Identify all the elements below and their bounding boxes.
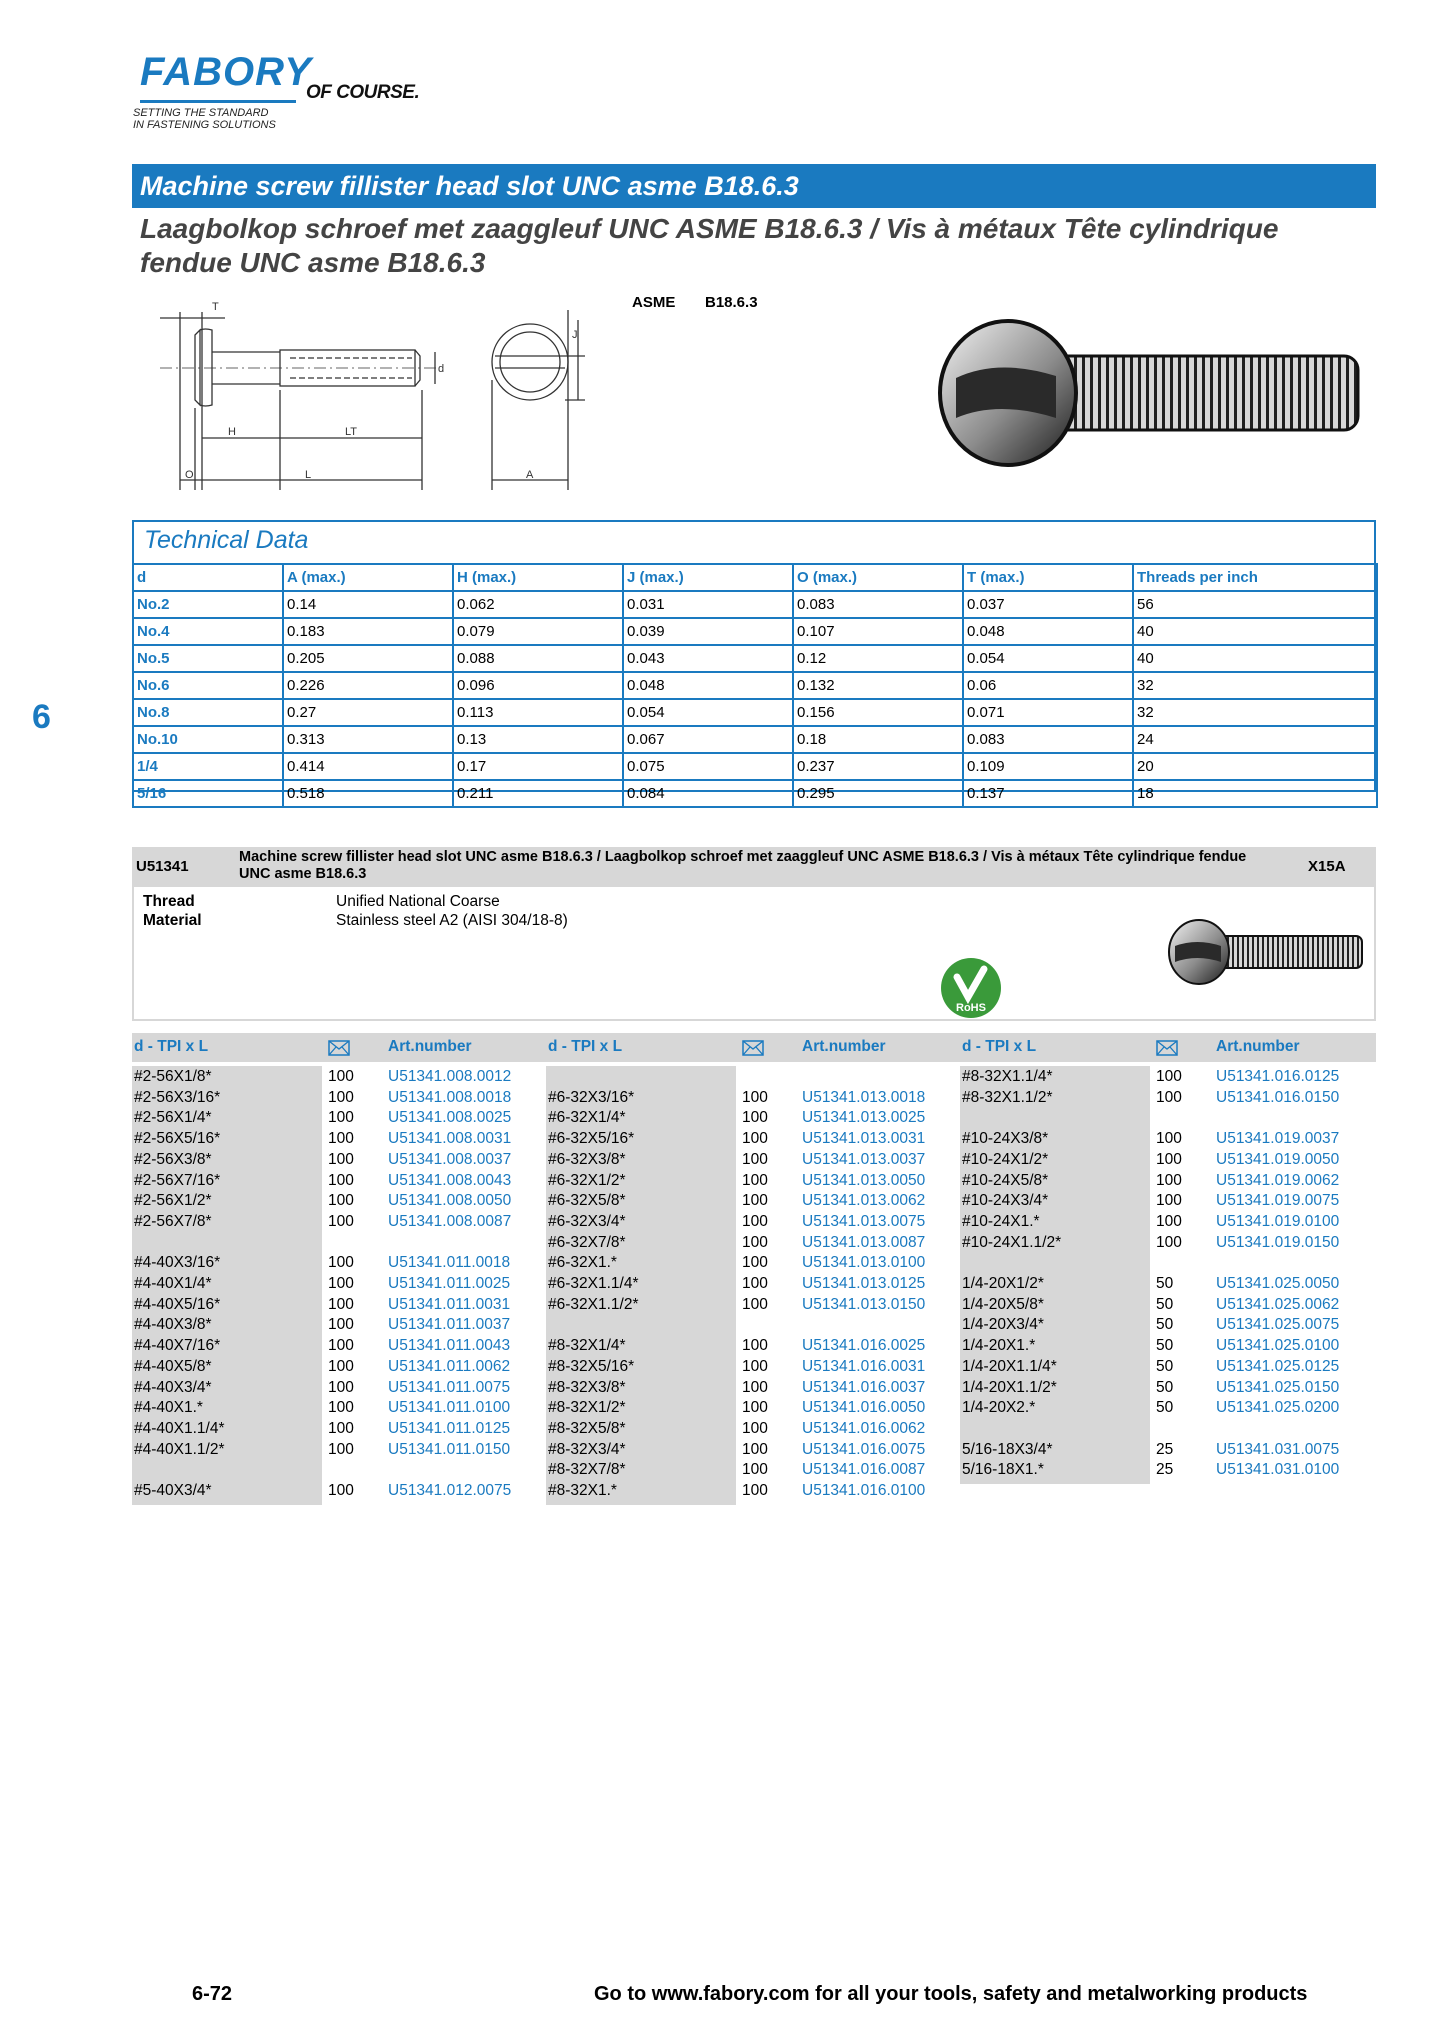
qty-cell: 100 [328, 1337, 354, 1355]
table-cell: 0.088 [453, 645, 623, 672]
article-number-link[interactable]: U51341.011.0062 [388, 1357, 511, 1375]
table-cell: 0.12 [793, 645, 963, 672]
article-number-link[interactable]: U51341.008.0031 [388, 1130, 512, 1148]
table-row [133, 618, 1377, 645]
table-row [133, 672, 1377, 699]
table-cell: 20 [1133, 753, 1377, 780]
qty-cell: 50 [1156, 1337, 1174, 1355]
size-cell: #6-32X1.1/4* [548, 1275, 639, 1292]
column-header: O (max.) [793, 564, 963, 591]
article-number-link[interactable]: U51341.008.0012 [388, 1068, 512, 1085]
article-number-link[interactable]: U51341.025.0200 [1216, 1399, 1340, 1417]
size-cell: #8-32X3/4* [548, 1440, 626, 1458]
qty-cell: 100 [328, 1482, 354, 1499]
article-number-link[interactable]: U51341.025.0050 [1216, 1275, 1340, 1292]
size-cell: #6-32X5/16* [548, 1130, 635, 1148]
material-label: Material [143, 912, 202, 929]
qty-cell: 100 [328, 1399, 354, 1417]
article-number-link[interactable]: U51341.008.0043 [388, 1171, 512, 1189]
qty-cell: 50 [1156, 1275, 1174, 1292]
qty-cell: 100 [742, 1171, 768, 1189]
article-number-link[interactable]: U51341.019.0075 [1216, 1192, 1340, 1210]
table-cell: No.8 [133, 699, 283, 726]
qty-cell: 50 [1156, 1316, 1174, 1334]
column-header: J (max.) [623, 564, 793, 591]
table-cell: 0.17 [453, 753, 623, 780]
table-cell: 0.043 [623, 645, 793, 672]
article-number-link[interactable]: U51341.011.0075 [388, 1378, 511, 1396]
table-cell: 0.037 [963, 591, 1133, 618]
qty-cell: 100 [328, 1068, 354, 1085]
svg-text:J: J [572, 329, 578, 341]
table-cell: 32 [1133, 672, 1377, 699]
article-number-link[interactable]: U51341.011.0125 [388, 1419, 511, 1437]
size-cell: #6-32X5/8* [548, 1192, 626, 1210]
table-cell: 0.031 [623, 591, 793, 618]
size-cell: #10-24X1.* [962, 1212, 1040, 1230]
table-cell: 0.075 [623, 753, 793, 780]
table-row [133, 591, 1377, 618]
size-cell: #8-32X5/8* [548, 1419, 626, 1437]
product-description: Machine screw fillister head slot UNC asme B18.6.3 / Laagbolkop schroef met zaaggleuf UNC ASME B18.6.3 / Vis à métaux Tête cylindrique fendue UNC asme B18.6.3 [239, 849, 1247, 882]
size-cell: #8-32X5/16* [548, 1357, 635, 1375]
svg-text:LT: LT [345, 426, 358, 438]
article-number-link[interactable]: U51341.016.0062 [802, 1419, 926, 1437]
table-cell: 24 [1133, 726, 1377, 753]
table-cell: 5/16 [133, 780, 283, 807]
material-value: Stainless steel A2 (AISI 304/18-8) [336, 912, 568, 929]
qty-cell: 100 [742, 1192, 768, 1210]
article-number-link[interactable]: U51341.013.0150 [802, 1295, 926, 1313]
size-cell: #5-40X3/4* [134, 1482, 212, 1499]
size-cell: #6-32X3/8* [548, 1150, 626, 1168]
article-number-link[interactable]: U51341.016.0037 [802, 1378, 926, 1396]
table-cell: 0.237 [793, 753, 963, 780]
article-number-link[interactable]: U51341.025.0062 [1216, 1295, 1340, 1313]
title-band [132, 164, 1376, 208]
column-header: T (max.) [963, 564, 1133, 591]
table-cell: 56 [1133, 591, 1377, 618]
article-number-link[interactable]: U51341.011.0031 [388, 1295, 511, 1313]
qty-cell: 100 [1156, 1212, 1182, 1230]
size-cell: #6-32X1.* [548, 1254, 617, 1272]
qty-cell: 50 [1156, 1357, 1174, 1375]
article-number-link[interactable]: U51341.013.0100 [802, 1254, 926, 1272]
table-cell: No.4 [133, 618, 283, 645]
qty-cell: 50 [1156, 1378, 1174, 1396]
article-number-link[interactable]: U51341.031.0075 [1216, 1440, 1340, 1458]
article-number-link[interactable]: U51341.019.0050 [1216, 1150, 1340, 1168]
qty-cell: 100 [328, 1150, 354, 1168]
table-cell: 0.13 [453, 726, 623, 753]
article-number-link[interactable]: U51341.013.0031 [802, 1130, 926, 1148]
size-cell: #4-40X3/4* [134, 1378, 212, 1396]
product-xcode: X15A [1308, 858, 1346, 875]
article-number-link[interactable]: U51341.013.0087 [802, 1233, 926, 1251]
qty-cell: 25 [1156, 1461, 1174, 1479]
article-number-link[interactable]: U51341.016.0050 [802, 1399, 926, 1417]
table-row [133, 699, 1377, 726]
column-header: A (max.) [283, 564, 453, 591]
size-cell: #2-56X5/16* [134, 1130, 221, 1148]
article-number-link[interactable]: U51341.011.0037 [388, 1316, 511, 1334]
article-number-link[interactable]: U51341.019.0150 [1216, 1233, 1340, 1251]
article-number-link[interactable]: U51341.011.0025 [388, 1275, 511, 1292]
technical-data-heading: Technical Data [144, 526, 309, 554]
article-number-link[interactable]: U51341.016.0025 [802, 1337, 926, 1355]
qty-cell: 100 [742, 1212, 768, 1230]
size-cell: #8-32X1/2* [548, 1399, 626, 1417]
qty-cell: 100 [328, 1130, 354, 1148]
qty-cell: 50 [1156, 1399, 1174, 1417]
standard-code: B18.6.3 [705, 294, 758, 311]
qty-cell: 100 [742, 1275, 768, 1292]
svg-text:A: A [526, 469, 534, 481]
page-number: 6-72 [192, 1983, 233, 2005]
table-cell: 0.137 [963, 780, 1133, 807]
column-header-article: Art.number [388, 1038, 472, 1055]
qty-cell: 100 [328, 1192, 354, 1210]
qty-cell: 100 [1156, 1130, 1182, 1148]
table-cell: 0.113 [453, 699, 623, 726]
size-cell: 5/16-18X3/4* [962, 1440, 1053, 1458]
qty-cell: 100 [742, 1357, 768, 1375]
table-cell: 0.518 [283, 780, 453, 807]
table-cell: 0.079 [453, 618, 623, 645]
qty-cell: 100 [328, 1171, 354, 1189]
table-cell: 0.226 [283, 672, 453, 699]
size-cell: #8-32X1/4* [548, 1337, 626, 1355]
svg-text:d: d [438, 363, 445, 375]
size-cell: #2-56X3/8* [134, 1150, 212, 1168]
qty-cell: 100 [742, 1130, 768, 1148]
column-header-article: Art.number [1216, 1038, 1300, 1055]
technical-drawing [140, 290, 600, 495]
table-cell: 0.083 [963, 726, 1133, 753]
table-row [133, 726, 1377, 753]
thread-value: Unified National Coarse [336, 893, 500, 910]
column-header-article: Art.number [802, 1038, 886, 1055]
article-number-link[interactable]: U51341.016.0075 [802, 1440, 926, 1458]
table-cell: 0.084 [623, 780, 793, 807]
qty-cell: 100 [328, 1357, 354, 1375]
article-number-link[interactable]: U51341.025.0075 [1216, 1316, 1340, 1334]
qty-cell: 100 [742, 1399, 768, 1417]
size-cell: #4-40X1.* [134, 1399, 203, 1417]
qty-cell: 100 [328, 1295, 354, 1313]
qty-cell: 100 [328, 1254, 354, 1272]
table-cell: 0.205 [283, 645, 453, 672]
logo-brand: FABORY [140, 50, 312, 94]
table-cell: No.10 [133, 726, 283, 753]
envelope-icon [1156, 1040, 1178, 1056]
size-cell: #4-40X1.1/4* [134, 1419, 225, 1437]
table-cell: 0.083 [793, 591, 963, 618]
article-number-link[interactable]: U51341.008.0037 [388, 1150, 512, 1168]
article-number-link[interactable]: U51341.025.0125 [1216, 1357, 1340, 1375]
qty-cell: 100 [1156, 1068, 1182, 1085]
table-cell: No.5 [133, 645, 283, 672]
size-cell: #8-32X7/8* [548, 1461, 626, 1479]
table-cell: 1/4 [133, 753, 283, 780]
column-header: d [133, 564, 283, 591]
table-cell: 0.096 [453, 672, 623, 699]
size-cell: 1/4-20X1.* [962, 1337, 1036, 1355]
column-header: H (max.) [453, 564, 623, 591]
qty-cell: 100 [328, 1316, 354, 1334]
table-cell: 40 [1133, 618, 1377, 645]
qty-cell: 25 [1156, 1440, 1174, 1458]
article-number-link[interactable]: U51341.011.0150 [388, 1440, 511, 1458]
size-cell: #4-40X5/16* [134, 1295, 221, 1313]
table-cell: 0.156 [793, 699, 963, 726]
qty-cell: 100 [742, 1150, 768, 1168]
table-cell: 0.132 [793, 672, 963, 699]
size-cell: #10-24X3/8* [962, 1130, 1049, 1148]
size-cell: #6-32X3/4* [548, 1212, 626, 1230]
size-cell: #2-56X1/2* [134, 1192, 212, 1210]
article-number-link[interactable]: U51341.008.0087 [388, 1212, 512, 1230]
qty-cell: 100 [742, 1461, 768, 1479]
svg-text:L: L [305, 469, 312, 481]
table-cell: 40 [1133, 645, 1377, 672]
article-number-link[interactable]: U51341.008.0050 [388, 1192, 512, 1210]
table-cell: 0.183 [283, 618, 453, 645]
qty-cell: 100 [328, 1378, 354, 1396]
article-number-link[interactable]: U51341.016.0150 [1216, 1088, 1340, 1106]
footer-text: Go to www.fabory.com for all your tools, safety and metalworking products [594, 1983, 1308, 2005]
size-cell: #6-32X3/16* [548, 1088, 635, 1106]
article-number-link[interactable]: U51341.016.0100 [802, 1482, 926, 1499]
page-subtitle: Laagbolkop schroef met zaaggleuf UNC ASME B18.6.3 / Vis à métaux Tête cylindrique fendue UNC asme B18.6.3 [140, 213, 1279, 278]
size-cell: #6-32X7/8* [548, 1233, 626, 1251]
standard-org: ASME [632, 294, 676, 311]
qty-cell: 100 [742, 1109, 768, 1127]
table-cell: 0.067 [623, 726, 793, 753]
qty-cell: 100 [742, 1440, 768, 1458]
table-cell: 0.054 [623, 699, 793, 726]
qty-cell: 100 [742, 1337, 768, 1355]
size-cell: 1/4-20X5/8* [962, 1295, 1044, 1313]
table-cell: 0.062 [453, 591, 623, 618]
size-cell: 1/4-20X1.1/2* [962, 1378, 1057, 1396]
article-number-link[interactable]: U51341.013.0075 [802, 1212, 926, 1230]
article-number-link[interactable]: U51341.019.0100 [1216, 1212, 1340, 1230]
svg-text:T: T [212, 301, 219, 313]
qty-cell: 100 [328, 1088, 354, 1106]
article-number-link[interactable]: U51341.013.0025 [802, 1109, 926, 1127]
qty-cell: 100 [328, 1440, 354, 1458]
column-header: Threads per inch [1133, 564, 1377, 591]
table-cell: 0.071 [963, 699, 1133, 726]
svg-text:O: O [185, 469, 194, 481]
table-cell: 0.27 [283, 699, 453, 726]
table-cell: 0.14 [283, 591, 453, 618]
article-number-link[interactable]: U51341.011.0043 [388, 1337, 511, 1355]
qty-cell: 100 [328, 1275, 354, 1292]
table-cell: 0.295 [793, 780, 963, 807]
qty-cell: 100 [1156, 1171, 1182, 1189]
table-cell: 0.414 [283, 753, 453, 780]
svg-text:RoHS: RoHS [956, 1002, 986, 1014]
qty-cell: 100 [742, 1378, 768, 1396]
size-cell: 1/4-20X3/4* [962, 1316, 1044, 1334]
size-cell: #4-40X7/16* [134, 1337, 221, 1355]
article-number-link[interactable]: U51341.011.0018 [388, 1254, 511, 1272]
article-number-link[interactable]: U51341.016.0031 [802, 1357, 926, 1375]
table-cell: 0.054 [963, 645, 1133, 672]
size-cell: #4-40X1.1/2* [134, 1440, 225, 1458]
size-cell: #6-32X1/2* [548, 1171, 626, 1189]
article-number-link[interactable]: U51341.025.0150 [1216, 1378, 1340, 1396]
qty-cell: 100 [742, 1295, 768, 1313]
article-number-link[interactable]: U51341.008.0025 [388, 1109, 512, 1127]
table-cell: 0.109 [963, 753, 1133, 780]
chapter-number: 6 [32, 698, 51, 736]
envelope-icon [328, 1040, 350, 1056]
logo-tagline: SETTING THE STANDARD IN FASTENING SOLUTIONS [133, 107, 276, 131]
qty-cell: 100 [328, 1212, 354, 1230]
article-number-link[interactable]: U51341.013.0062 [802, 1192, 926, 1210]
size-cell: #10-24X1/2* [962, 1150, 1049, 1168]
size-cell: #10-24X5/8* [962, 1171, 1049, 1189]
article-number-link[interactable]: U51341.016.0125 [1216, 1068, 1340, 1085]
size-cell: #6-32X1/4* [548, 1109, 626, 1127]
article-number-link[interactable]: U51341.019.0062 [1216, 1171, 1340, 1189]
article-number-link[interactable]: U51341.012.0075 [388, 1482, 512, 1499]
qty-cell: 100 [742, 1482, 768, 1499]
size-cell: #8-32X1.1/2* [962, 1088, 1053, 1106]
article-number-link[interactable]: U51341.016.0087 [802, 1461, 926, 1479]
article-number-link[interactable]: U51341.031.0100 [1216, 1461, 1340, 1479]
size-cell: 1/4-20X1/2* [962, 1275, 1044, 1292]
article-number-link[interactable]: U51341.019.0037 [1216, 1130, 1340, 1148]
article-number-link[interactable]: U51341.025.0100 [1216, 1337, 1340, 1355]
qty-cell: 100 [328, 1419, 354, 1437]
size-cell: #2-56X7/8* [134, 1212, 212, 1230]
table-cell: 0.039 [623, 618, 793, 645]
size-cell: #2-56X3/16* [134, 1088, 221, 1106]
thread-label: Thread [143, 893, 195, 910]
table-row [133, 645, 1377, 672]
size-cell: #4-40X3/16* [134, 1254, 221, 1272]
qty-cell: 100 [742, 1233, 768, 1251]
table-cell: 0.211 [453, 780, 623, 807]
column-header-size: d - TPI x L [548, 1038, 623, 1055]
size-cell: #10-24X1.1/2* [962, 1233, 1062, 1251]
size-cell: #8-32X3/8* [548, 1378, 626, 1396]
qty-cell: 100 [1156, 1192, 1182, 1210]
table-row [133, 780, 1377, 807]
size-cell: 5/16-18X1.* [962, 1461, 1044, 1479]
column-header-size: d - TPI x L [962, 1038, 1037, 1055]
size-cell: #4-40X3/8* [134, 1316, 212, 1334]
technical-data-header-row [133, 564, 1377, 591]
table-cell: 0.06 [963, 672, 1133, 699]
page-title: Machine screw fillister head slot UNC asme B18.6.3 [140, 171, 799, 201]
logo-underline [140, 100, 296, 103]
table-cell: 0.048 [623, 672, 793, 699]
qty-cell: 100 [1156, 1150, 1182, 1168]
column-header-size: d - TPI x L [134, 1038, 209, 1055]
qty-cell: 100 [742, 1088, 768, 1106]
size-cell: #4-40X5/8* [134, 1357, 212, 1375]
table-cell: No.2 [133, 591, 283, 618]
size-cell: #4-40X1/4* [134, 1275, 212, 1292]
logo-slogan: OF COURSE. [306, 82, 420, 103]
table-cell: 18 [1133, 780, 1377, 807]
qty-cell: 100 [328, 1109, 354, 1127]
table-cell: 0.18 [793, 726, 963, 753]
size-cell: #6-32X1.1/2* [548, 1295, 639, 1313]
table-cell: 0.048 [963, 618, 1133, 645]
table-row [133, 753, 1377, 780]
qty-cell: 50 [1156, 1295, 1174, 1313]
size-cell: #2-56X1/4* [134, 1109, 212, 1127]
article-number-link[interactable]: U51341.013.0037 [802, 1150, 926, 1168]
article-number-link[interactable]: U51341.013.0050 [802, 1171, 926, 1189]
size-cell: #8-32X1.* [548, 1482, 617, 1499]
envelope-icon [742, 1040, 764, 1056]
svg-text:H: H [228, 426, 236, 438]
technical-data-table [132, 563, 1378, 808]
qty-cell: 100 [742, 1419, 768, 1437]
size-cell: 1/4-20X2.* [962, 1399, 1036, 1417]
size-cell: 1/4-20X1.1/4* [962, 1357, 1057, 1375]
product-thumbnail [1167, 918, 1367, 988]
product-code: U51341 [136, 858, 189, 875]
article-number-link[interactable]: U51341.008.0018 [388, 1088, 512, 1106]
size-cell: #10-24X3/4* [962, 1192, 1049, 1210]
article-number-link[interactable]: U51341.013.0018 [802, 1088, 926, 1106]
table-cell: 32 [1133, 699, 1377, 726]
table-cell: 0.107 [793, 618, 963, 645]
size-cell: #8-32X1.1/4* [962, 1068, 1053, 1085]
product-photo [938, 318, 1363, 473]
rohs-icon [940, 957, 1002, 1019]
qty-cell: 100 [742, 1254, 768, 1272]
size-cell: #2-56X7/16* [134, 1171, 221, 1189]
article-number-link[interactable]: U51341.013.0125 [802, 1275, 926, 1292]
qty-cell: 100 [1156, 1088, 1182, 1106]
size-cell: #2-56X1/8* [134, 1068, 212, 1085]
table-cell: No.6 [133, 672, 283, 699]
qty-cell: 100 [1156, 1233, 1182, 1251]
article-number-link[interactable]: U51341.011.0100 [388, 1399, 511, 1417]
table-cell: 0.313 [283, 726, 453, 753]
